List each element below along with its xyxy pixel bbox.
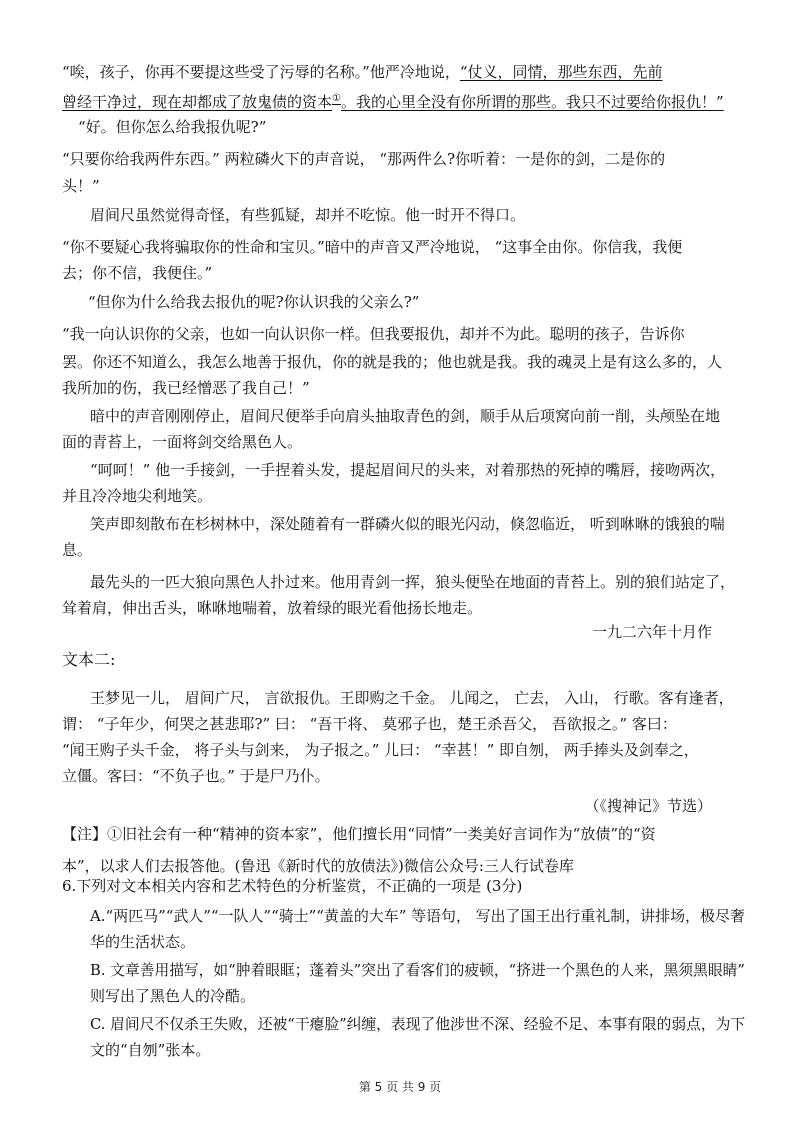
text2-label: 文本二: <box>62 650 116 669</box>
text2-line-4: 立僵。客曰：“不负子也。” 于是尸乃仆。 <box>62 767 330 785</box>
story-paragraph-3-cont: 头！” <box>62 177 100 195</box>
story-paragraph-4: 眉间尺虽然觉得奇怪，有些狐疑，却并不吃惊。他一时开不得口。 <box>90 206 526 224</box>
text2-line-2: 谓： “子年少，何哭之甚悲耶?” 曰： “吾干将、 莫邪子也，楚王杀吾父， 吾欲报之。” 客曰： <box>62 715 677 733</box>
story-paragraph-7: “我一向认识你的父亲，也如一向认识你一样。但我要报仇，却并不为此。聪明的孩子，告诉你 <box>62 325 685 343</box>
text2-source: （《搜神记》节选） <box>584 797 712 815</box>
option-b-line-2: 则写出了黑色人的冷酷。 <box>90 987 256 1005</box>
story-paragraph-10-cont: 息。 <box>62 541 93 559</box>
option-c-line-1: C. 眉间尺不仅杀王失败，还被“干瘪脸”纠缠，表现了他涉世不深、经验不足、本事有限的弱点，为下 <box>90 1015 746 1033</box>
story-p1b-rest: 。我的心里全没有你所谓的那些。我只不过要给你报仇！” <box>340 93 724 111</box>
story-paragraph-11: 最先头的一匹大狼向黑色人扑过来。他用青剑一挥，狼头便坠在地面的青苔上。别的狼们站定了， <box>90 573 736 591</box>
story-paragraph-1-cont <box>62 89 724 112</box>
story-paragraph-7-cont1: 罢。你还不知道么，我怎么地善于报仇，你的就是我的；他也就是我。我的魂灵上是有这么多的，人 <box>62 353 723 371</box>
story-paragraph-6: “但你为什么给我去报仇的呢?你认识我的父亲么?” <box>88 293 420 311</box>
story-paragraph-9: “呵呵！” 他一手接剑，一手捏着头发，提起眉间尺的头来，对着那热的死掉的嘴唇，接吻两次， <box>90 461 726 479</box>
story-paragraph-7-cont2: 我所加的伤，我已经憎恶了我自己！” <box>62 379 310 397</box>
question-stem: 6.下列对文本相关内容和艺术特色的分析鉴赏，不正确的一项是 (3分) <box>62 877 523 895</box>
story-paragraph-9-cont: 并且冷冷地尖利地笑。 <box>62 487 213 505</box>
story-paragraph-11-cont: 耸着肩，伸出舌头，咻咻地喘着，放着绿的眼光看他扬长地走。 <box>62 599 483 617</box>
story-paragraph-3: “只要你给我两件东西。” 两粒磷火下的声音说， “那两件么?你听着：一是你的剑，二是你的 <box>62 150 666 168</box>
story-p1b-underlined: 曾经干净过，现在却都成了放鬼债的资本 <box>62 93 333 111</box>
story-p1a-pre: “唉，孩子，你再不要提这些受了污辱的名称。”他严冷地说， <box>62 63 460 81</box>
option-b-line-1: B. 文章善用描写，如“肿着眼眶；蓬着头”突出了看客们的疲顿，“挤进一个黑色的人来，黑须黑眼睛” <box>90 961 745 979</box>
note-line-2: 本”，以求人们去报答他。(鲁迅《新时代的放债法》)微信公众号:三人行试卷库 <box>62 857 574 875</box>
option-a-line-2: 华的生活状态。 <box>90 933 196 951</box>
story-paragraph-8: 暗中的声音刚刚停止，眉间尺便举手向肩头抽取青色的剑，顺手从后项窝向前一削，头颅坠在地 <box>90 407 721 425</box>
option-a-line-1: A.“两匹马”“武人”“一队人”“骑士”“黄盖的大车” 等语句， 写出了国王出行重礼制，讲排场，极尽奢 <box>90 907 745 925</box>
story-date: 一九二六年十月作 <box>591 623 712 641</box>
note-line-1: 【注】①旧社会有一种“精神的资本家”，他们擅长用“同情”一类美好言词作为“放债”的“资 <box>62 825 656 843</box>
story-paragraph-10: 笑声即刻散布在杉树林中，深处随着有一群磷火似的眼光闪动，倏忽临近， 听到咻咻的饿狼的喘 <box>90 515 725 533</box>
story-p1a-underlined: “仗义，同情，那些东西，先前 <box>459 63 663 81</box>
story-paragraph-2: “好。但你怎么给我报仇呢?” <box>78 118 267 136</box>
story-paragraph-5: “你不要疑心我将骗取你的性命和宝贝。”暗中的声音又严冷地说， “这事全由你。你信我，我便 <box>62 238 683 256</box>
story-paragraph-8-cont: 面的青苔上，一面将剑交给黑色人。 <box>62 433 303 451</box>
option-c-line-2: 文的“自刎”张本。 <box>90 1041 211 1059</box>
story-paragraph-5-cont: 去；你不信，我便住。” <box>62 264 213 282</box>
story-paragraph-1 <box>62 62 663 82</box>
footnote-mark: ① <box>332 93 341 104</box>
text2-line-3: “闻王购子头千金， 将子头与剑来， 为子报之。” 儿曰： “幸甚！” 即自刎， 两手捧头及剑奉之， <box>62 741 699 759</box>
page-footer: 第 5 页 共 9 页 <box>358 1080 442 1094</box>
text2-line-1: 王梦见一儿， 眉间广尺， 言欲报仇。王即购之千金。 儿闻之， 亡去， 入山， 行歌。客有逢者， <box>90 689 734 707</box>
